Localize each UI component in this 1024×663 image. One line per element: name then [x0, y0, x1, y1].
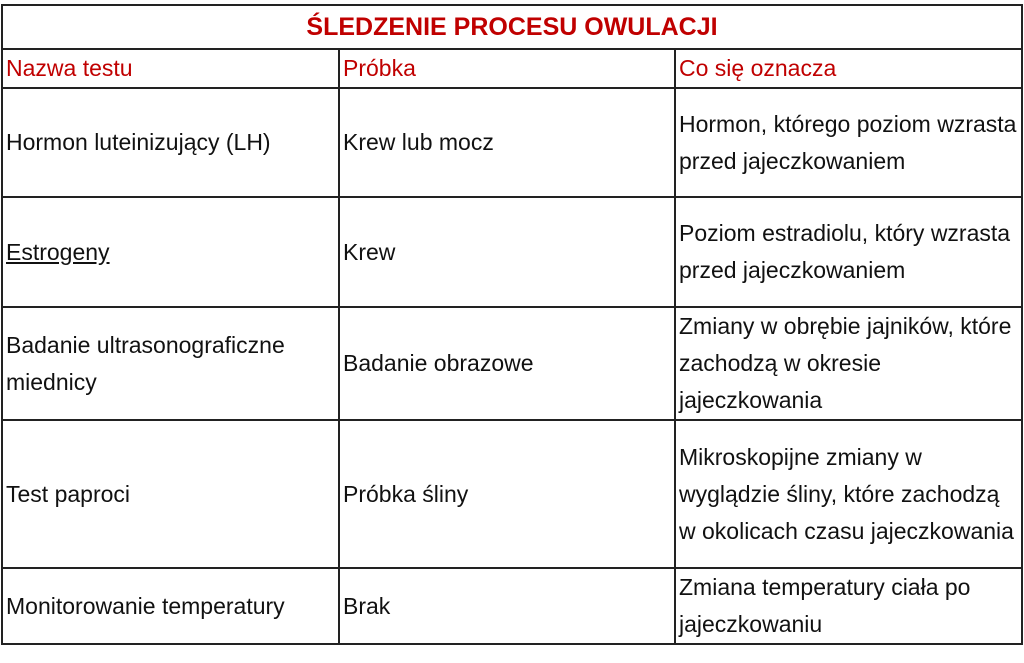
header-meaning: Co się oznacza — [675, 49, 1022, 88]
cell-meaning: Hormon, którego poziom wzrasta przed jajeczkowaniem — [675, 88, 1022, 197]
cell-meaning: Mikroskopijne zmiany w wyglądzie śliny, które zachodzą w okolicach czasu jajeczkowania — [675, 420, 1022, 568]
cell-meaning: Zmiana temperatury ciała po jajeczkowaniu — [675, 568, 1022, 644]
table-title: ŚLEDZENIE PROCESU OWULACJI — [2, 5, 1022, 49]
cell-sample: Krew — [339, 197, 675, 307]
ovulation-table-container — [1, 4, 1021, 645]
cell-sample: Próbka śliny — [339, 420, 675, 568]
table-row — [2, 197, 1022, 307]
cell-test-name: Badanie ultrasonograficzne miednicy — [2, 307, 339, 420]
cell-meaning: Zmiany w obrębie jajników, które zachodzą w okresie jajeczkowania — [675, 307, 1022, 420]
estrogen-link[interactable]: Estrogeny — [6, 238, 110, 265]
table-row — [2, 568, 1022, 644]
cell-test-name: Hormon luteinizujący (LH) — [2, 88, 339, 197]
header-test-name: Nazwa testu — [2, 49, 339, 88]
table-row — [2, 420, 1022, 568]
cell-sample: Krew lub mocz — [339, 88, 675, 197]
cell-sample: Brak — [339, 568, 675, 644]
cell-meaning: Poziom estradiolu, który wzrasta przed jajeczkowaniem — [675, 197, 1022, 307]
title-row — [2, 5, 1022, 49]
table-row — [2, 88, 1022, 197]
ovulation-tracking-table — [1, 4, 1023, 645]
cell-test-name: Monitorowanie temperatury — [2, 568, 339, 644]
header-row — [2, 49, 1022, 88]
header-sample: Próbka — [339, 49, 675, 88]
cell-test-name — [2, 197, 339, 307]
cell-test-name: Test paproci — [2, 420, 339, 568]
cell-sample: Badanie obrazowe — [339, 307, 675, 420]
table-row — [2, 307, 1022, 420]
